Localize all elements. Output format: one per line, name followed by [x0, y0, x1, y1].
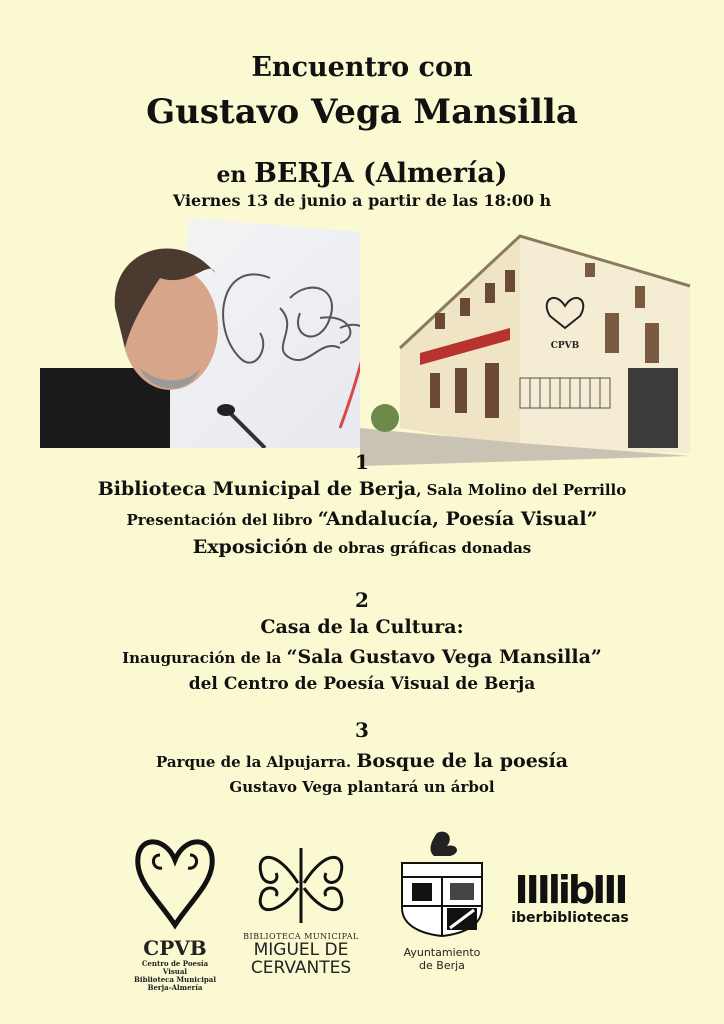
section-1-book-intro: Presentación del libro [126, 511, 318, 529]
biblioteca-line1: BIBLIOTECA MUNICIPAL [243, 932, 359, 941]
biblioteca-line3: CERVANTES [250, 958, 352, 978]
event-title-intro: Encuentro con [251, 52, 473, 83]
building-sign-text: CPVB [550, 341, 580, 351]
section-3-forest: Bosque de la poesía [356, 750, 569, 772]
iberbibliotecas-mark: IIIlibIII [514, 868, 626, 912]
cpvb-line1: Centro de Poesía Visual [141, 959, 209, 976]
section-3-number: 3 [355, 718, 369, 742]
section-2-center: del Centro de Poesía Visual de Berja [188, 674, 536, 694]
location-name: BERJA (Almería) [254, 158, 508, 189]
building-photo [360, 228, 698, 466]
biblioteca-cervantes-logo [236, 838, 366, 988]
section-3-line1 [0, 750, 724, 772]
event-title-name: Gustavo Vega Mansilla [146, 92, 578, 132]
section-3-park: Parque de la Alpujarra. [155, 753, 357, 771]
cpvb-name: CPVB [143, 936, 207, 960]
coat-of-arms-icon [392, 828, 492, 938]
section-1-line1 [0, 478, 724, 500]
section-1-book-title: “Andalucía, Poesía Visual” [317, 508, 598, 530]
ayuntamiento-line2: de Berja [419, 959, 465, 972]
section-1-exhibition: Exposición [192, 536, 308, 558]
butterfly-icon [236, 838, 366, 928]
portrait-illustration [40, 218, 410, 448]
section-2-inauguration: Inauguración de la [122, 649, 287, 667]
event-location [0, 158, 724, 189]
biblioteca-line2: MIGUEL DE [253, 940, 349, 960]
section-1-number: 1 [355, 450, 369, 474]
section-1-line2 [0, 508, 724, 530]
section-1-line3 [0, 536, 724, 558]
location-prefix: en [216, 162, 255, 188]
portrait-photo [40, 218, 410, 448]
section-2-venue: Casa de la Cultura: [260, 616, 464, 638]
event-date: Viernes 13 de junio a partir de las 18:00 h [172, 191, 552, 210]
building-illustration [360, 228, 698, 466]
section-3-tree: Gustavo Vega plantará un árbol [229, 778, 495, 796]
iberbibliotecas-name: iberbibliotecas [511, 910, 629, 926]
ayuntamiento-line1: Ayuntamiento [403, 946, 481, 959]
heart-icon [130, 830, 220, 930]
section-2-number: 2 [355, 588, 369, 612]
section-1-room: , Sala Molino del Perrillo [416, 481, 627, 499]
cpvb-line3: Berja-Almería [147, 983, 203, 992]
section-1-venue: Biblioteca Municipal de Berja [97, 478, 417, 500]
section-2-line2 [0, 646, 724, 668]
section-2-room-name: “Sala Gustavo Vega Mansilla” [286, 646, 602, 668]
section-1-exhibition-desc: de obras gráficas donadas [307, 539, 532, 557]
cpvb-line2: Biblioteca Municipal [134, 975, 216, 984]
ayuntamiento-logo [392, 828, 492, 978]
cpvb-logo [130, 830, 220, 992]
iberbibliotecas-logo [500, 870, 640, 940]
